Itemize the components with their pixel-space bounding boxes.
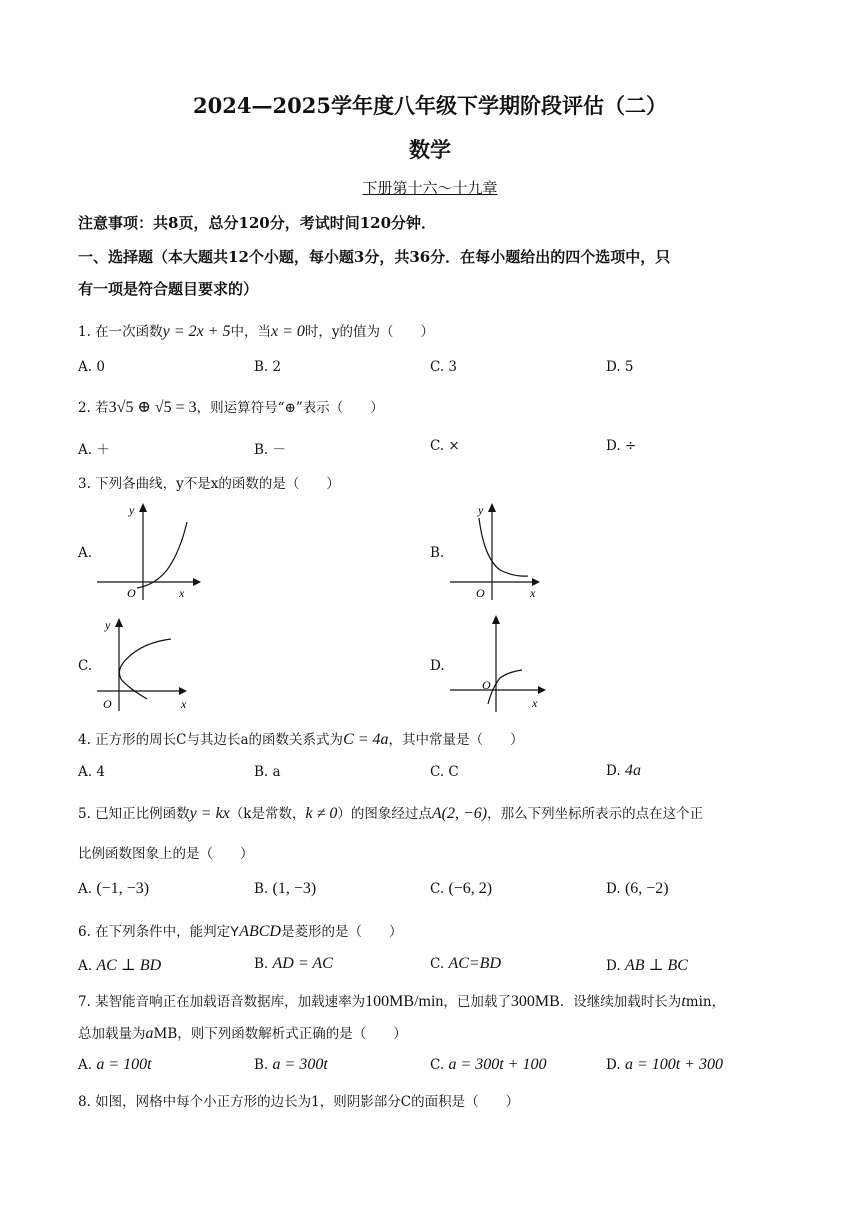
q1-option-a[interactable]: A. 0	[78, 359, 105, 375]
q5-option-c[interactable]: C. (−6, 2)	[430, 880, 493, 897]
q2-option-b[interactable]: B. －	[254, 442, 287, 458]
q3-graph-b	[448, 500, 558, 605]
q7-option-d[interactable]: D. a = 100t + 300	[606, 1056, 723, 1073]
q4-option-b[interactable]: B. a	[254, 764, 281, 780]
question-7-stem-line1: 7. 某智能音响正在加载语音数据库，加载速率为100MB/min，已加载了300MB．设继续加载时长为tmin，	[78, 993, 726, 1010]
y-axis-label: y	[105, 618, 111, 632]
q3-option-c[interactable]: C.	[78, 658, 93, 674]
y-axis-label: y	[478, 503, 484, 517]
x-axis-label: x	[179, 586, 185, 600]
q4-option-c[interactable]: C. C	[430, 764, 459, 780]
q3-option-b[interactable]: B.	[430, 545, 445, 561]
q2-option-d[interactable]: D. ÷	[606, 438, 637, 454]
question-2-stem: 2. 若3√5 ⊕ √5 = 3，则运算符号“⊕”表示（ ）	[78, 399, 384, 416]
q4-option-a[interactable]: A. 4	[78, 764, 105, 780]
q7-option-a[interactable]: A. a = 100t	[78, 1056, 152, 1073]
q6-option-d[interactable]: D. AB ⊥ BC	[606, 957, 688, 974]
q3-graph-c	[95, 615, 205, 715]
question-7-stem-line2: 总加载量为aMB，则下列函数解析式正确的是（ ）	[78, 1025, 407, 1042]
origin-label: O	[482, 678, 491, 692]
q2-option-a[interactable]: A. ＋	[78, 442, 110, 458]
q2-option-c[interactable]: C. ×	[430, 438, 460, 454]
question-4-stem: 4. 正方形的周长C与其边长a的函数关系式为C = 4a，其中常量是（ ）	[78, 731, 524, 748]
q3-graph-d	[448, 612, 558, 715]
scope-line: 下册第十六～十九章	[362, 179, 498, 197]
section-heading-line2: 有一项是符合题目要求的）	[78, 280, 259, 298]
question-8-stem: 8. 如图，网格中每个小正方形的边长为1，则阴影部分C的面积是（ ）	[78, 1094, 520, 1110]
q1-option-b[interactable]: B. 2	[254, 359, 282, 375]
question-1-stem: 1. 在一次函数y = 2x + 5中，当x = 0时，y的值为（ ）	[78, 323, 435, 340]
origin-label: O	[476, 586, 485, 600]
q3-option-d[interactable]: D.	[430, 658, 445, 674]
q4-option-d[interactable]: D. 4a	[606, 762, 641, 779]
q6-option-b[interactable]: B. AD = AC	[254, 955, 333, 972]
q7-option-c[interactable]: C. a = 300t + 100	[430, 1056, 547, 1073]
subject-title: 数学	[409, 137, 451, 162]
q6-option-c[interactable]: C. AC=BD	[430, 955, 502, 972]
x-axis-label: x	[530, 586, 536, 600]
q1-option-d[interactable]: D. 5	[606, 359, 634, 375]
q1-option-c[interactable]: C. 3	[430, 359, 458, 375]
exam-title: 2024—2025学年度八年级下学期阶段评估（二）	[193, 93, 667, 118]
q3-graph-a	[95, 500, 205, 605]
x-axis-label: x	[532, 696, 538, 710]
question-5-stem-line2: 比例函数图象上的是（ ）	[78, 846, 254, 862]
origin-label: O	[103, 697, 112, 711]
q6-option-a[interactable]: A. AC ⊥ BD	[78, 957, 162, 974]
question-5-stem-line1: 5. 已知正比例函数y = kx（k是常数，k ≠ 0）的图象经过点A(2, −6)，那么下列坐标所表示的点在这个正	[78, 805, 704, 822]
x-axis-label: x	[181, 697, 187, 711]
q5-option-b[interactable]: B. (1, −3)	[254, 880, 317, 897]
q5-option-d[interactable]: D. (6, −2)	[606, 880, 669, 897]
origin-label: O	[127, 586, 136, 600]
y-axis-label: y	[129, 503, 135, 517]
section-heading-line1: 一、选择题（本大题共12个小题，每小题3分，共36分．在每小题给出的四个选项中，只	[78, 248, 671, 266]
q7-option-b[interactable]: B. a = 300t	[254, 1056, 328, 1073]
notice: 注意事项：共8页，总分120分，考试时间120分钟．	[78, 214, 437, 232]
question-3-stem: 3. 下列各曲线，y不是x的函数的是（ ）	[78, 476, 340, 492]
q5-option-a[interactable]: A. (−1, −3)	[78, 880, 150, 897]
question-6-stem: 6. 在下列条件中，能判定YABCD是菱形的是（ ）	[78, 923, 403, 940]
q3-option-a[interactable]: A.	[78, 545, 93, 561]
